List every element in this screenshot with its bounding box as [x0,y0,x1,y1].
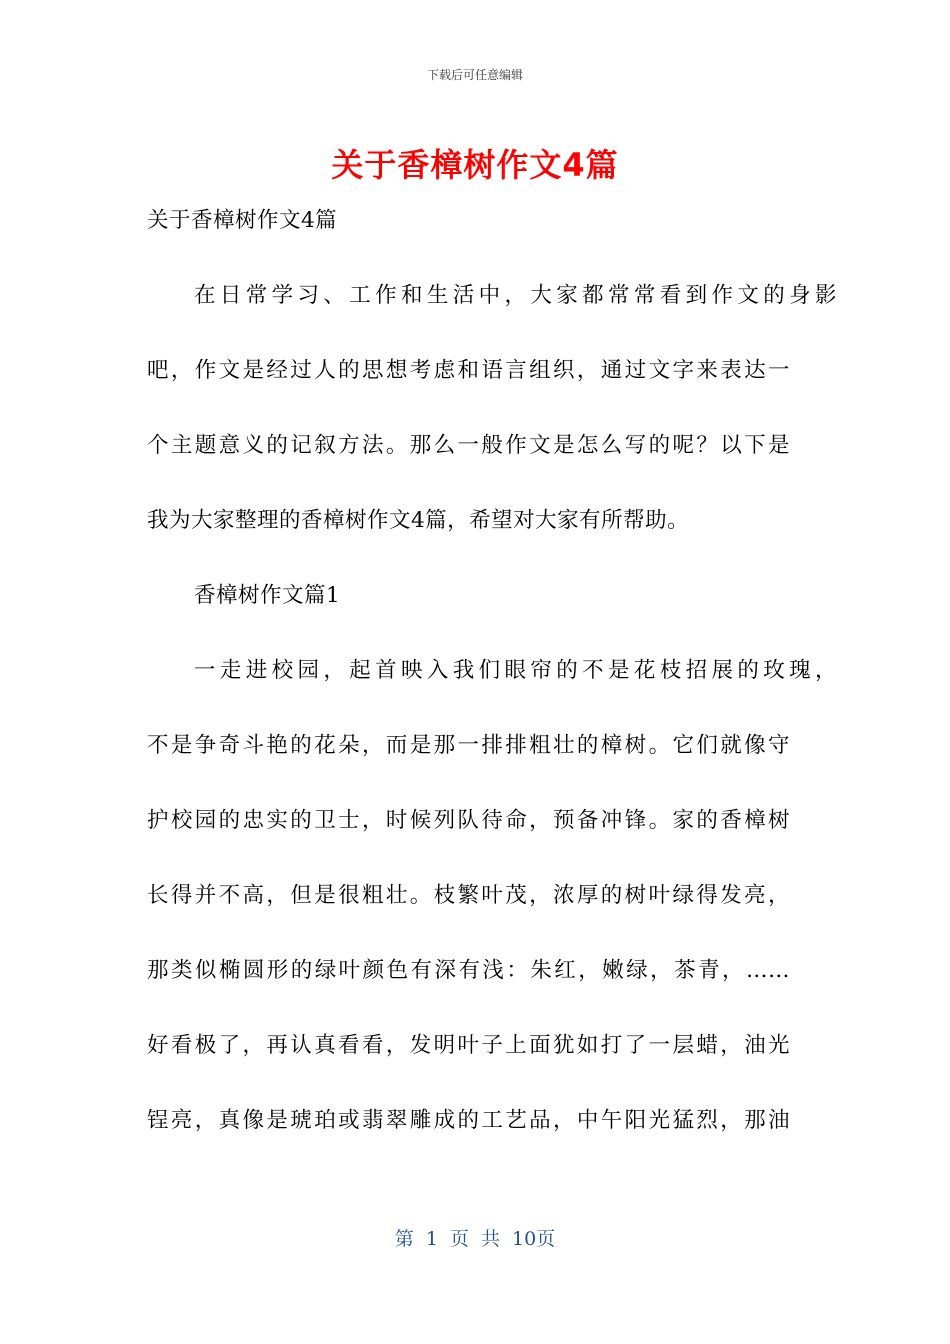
essay-line: 一走进校园，起首映入我们眼帘的不是花枝招展的玫瑰， [194,658,837,683]
essay-line: 护校园的忠实的卫士，时候列队待命，预备冲锋。家的香樟树 [147,808,790,833]
essay-line: 不是争奇斗艳的花朵，而是那一排排粗壮的樟树。它们就像守 [147,733,790,758]
essay-line: 好看极了，再认真看看，发明叶子上面犹如打了一层蜡，油光 [147,1033,790,1058]
intro-line: 在日常学习、工作和生活中，大家都常常看到作文的身影 [194,283,837,308]
subtitle-line: 关于香樟树作文4篇 [147,208,338,233]
essay-line: 长得并不高，但是很粗壮。枝繁叶茂，浓厚的树叶绿得发亮， [147,883,790,908]
document-body [147,202,837,1139]
intro-line: 吧，作文是经过人的思想考虑和语言组织，通过文字来表达一 [147,358,790,383]
essay-line: 那类似椭圆形的绿叶颜色有深有浅：朱红，嫩绿，茶青，…… [147,958,790,983]
essay-line: 锃亮，真像是琥珀或翡翠雕成的工艺品，中午阳光猛烈，那油 [147,1108,790,1133]
page-header-note: 下载后可任意编辑 [426,68,523,82]
document-title: 关于香樟树作文4篇 [331,146,619,184]
intro-line: 我为大家整理的香樟树作文4篇，希望对大家有所帮助。 [147,508,690,533]
section-heading: 香樟树作文篇1 [194,583,341,608]
page-footer: 第 1 页 共 10页 [394,1228,556,1250]
intro-line: 个主题意义的记叙方法。那么一般作文是怎么写的呢？以下是 [147,433,790,458]
